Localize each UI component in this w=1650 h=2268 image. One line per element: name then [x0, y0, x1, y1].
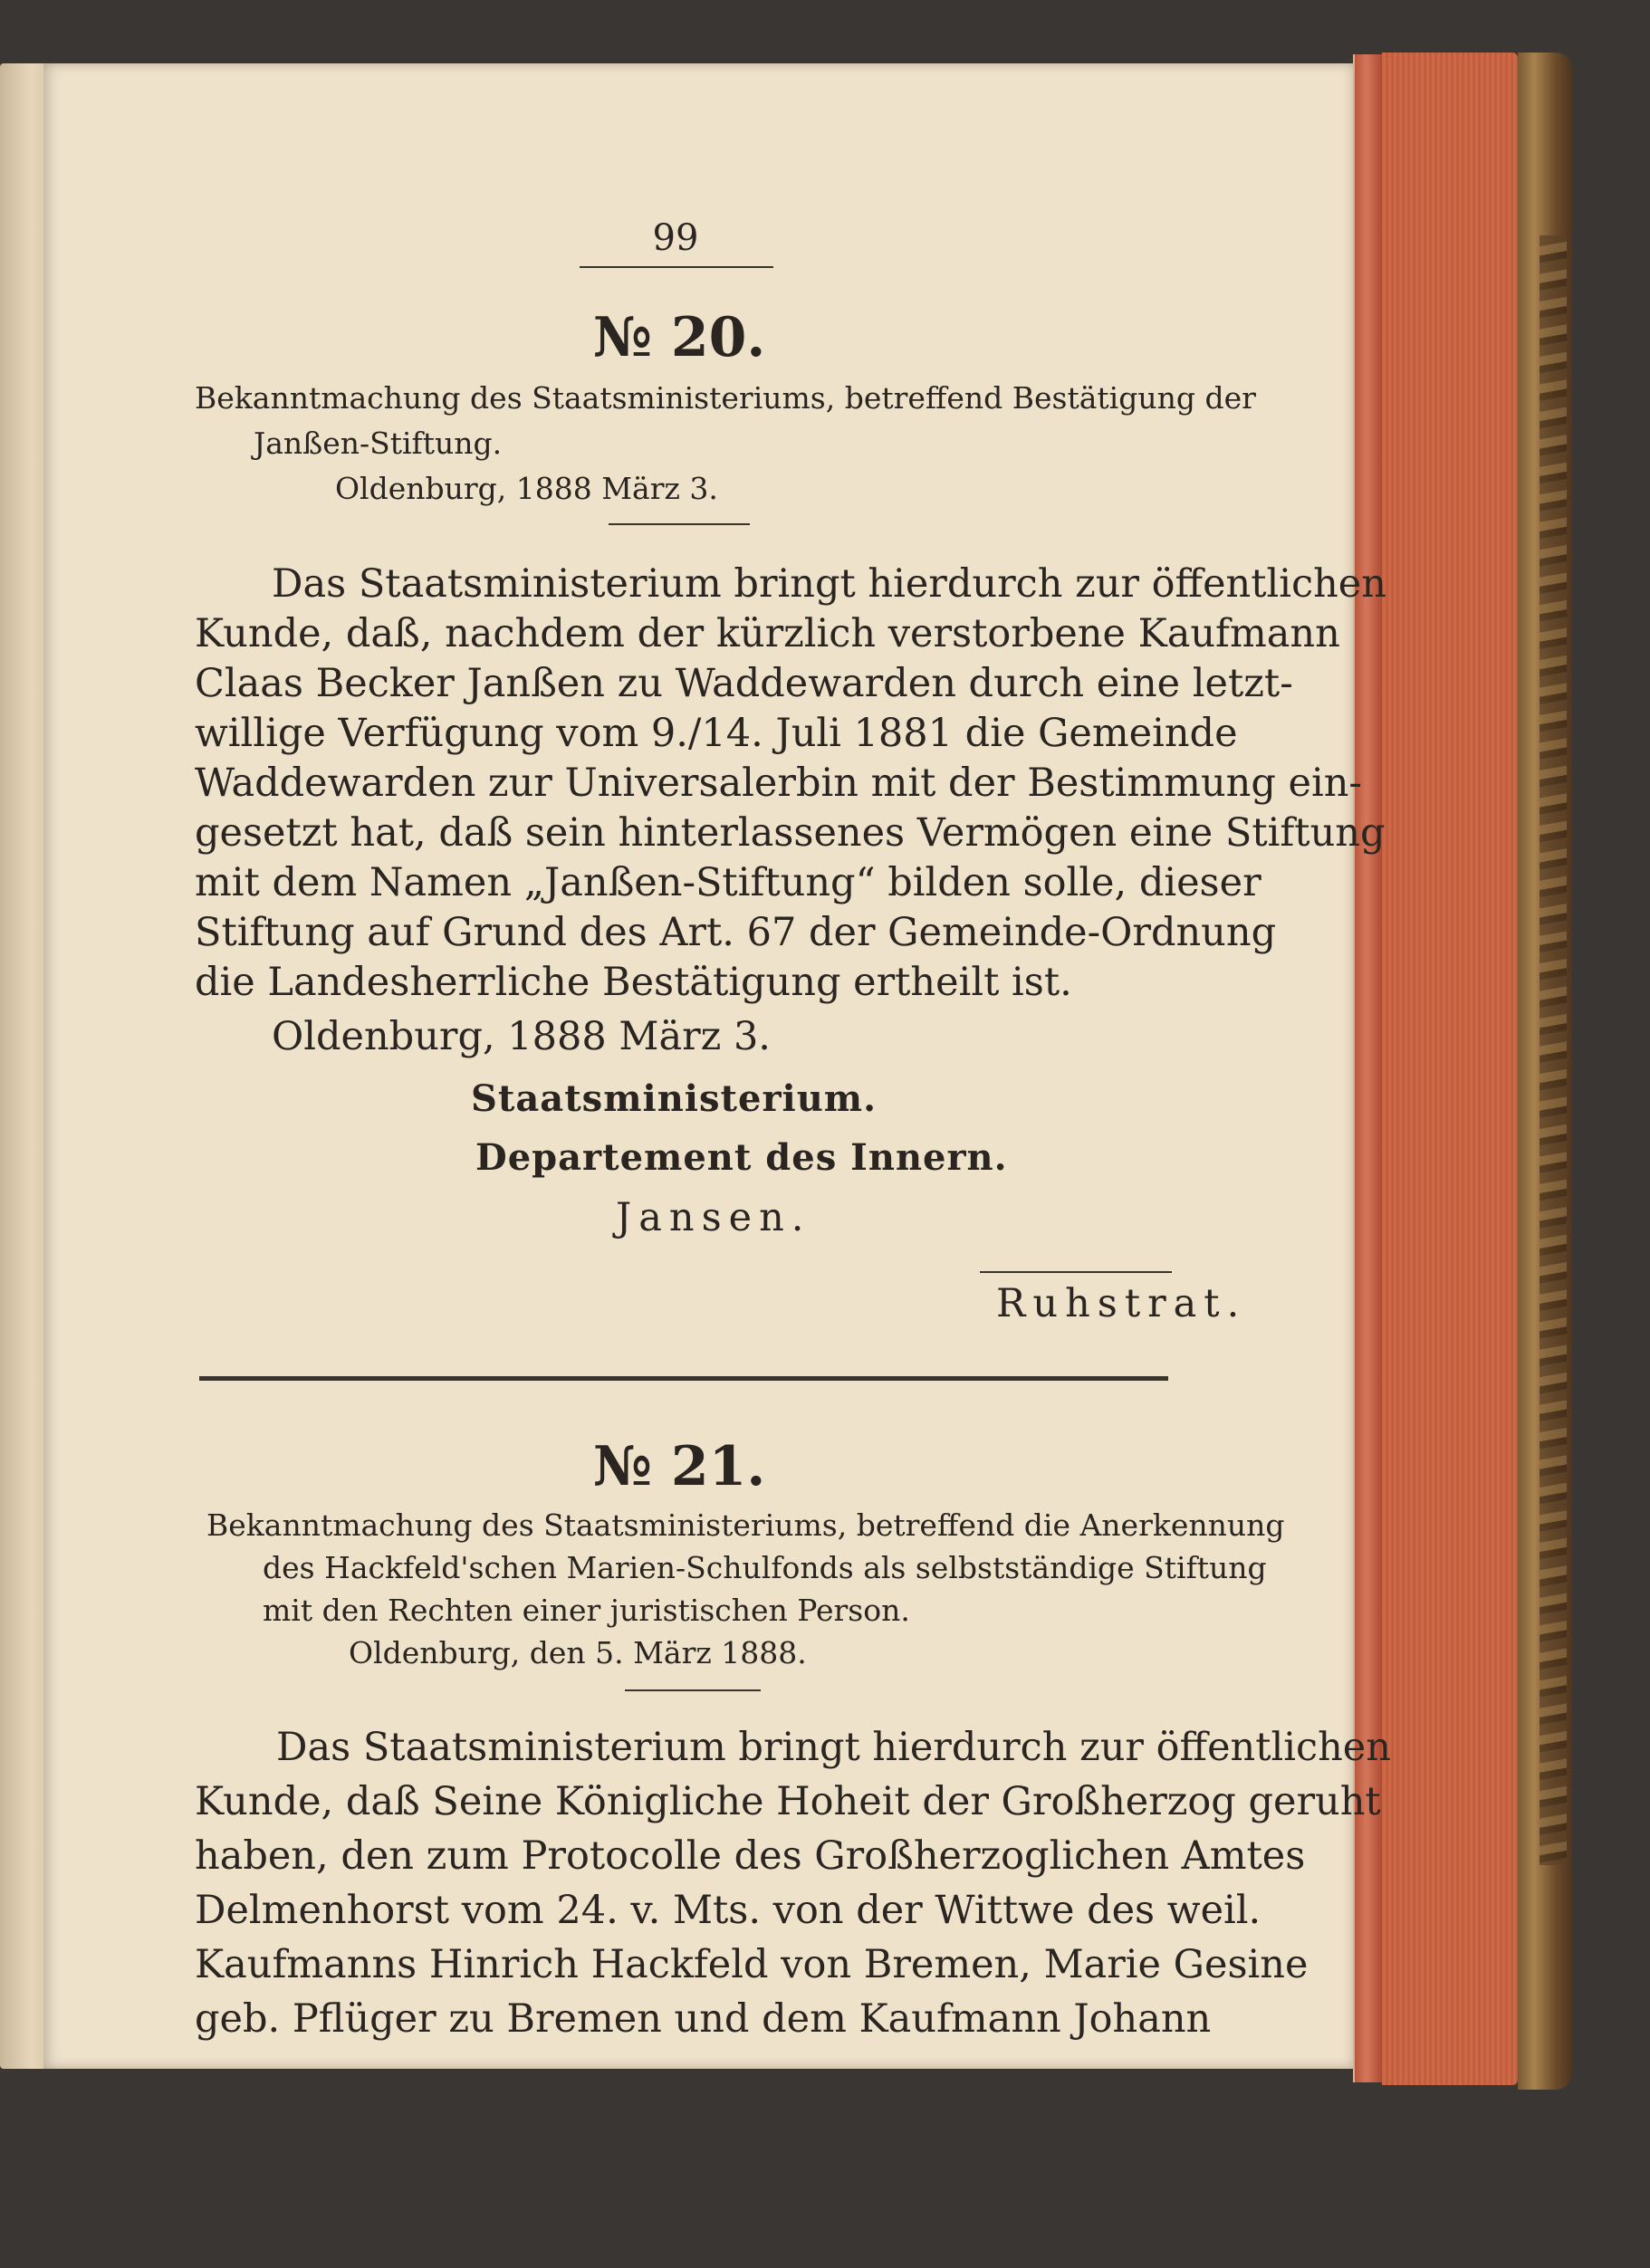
- section-21-title-line: des Hackfeld'schen Marien-Schulfonds als selbstständige Stiftung: [263, 1550, 1267, 1585]
- section-21-title-line: Oldenburg, den 5. März 1888.: [349, 1635, 807, 1670]
- section-20-title-rule: [609, 523, 750, 525]
- section-divider: [199, 1376, 1168, 1381]
- section-21-body-line: geb. Pflüger zu Bremen und dem Kaufmann Johann: [195, 1996, 1212, 2042]
- section-21-body-line: haben, den zum Protocolle des Großherzoglichen Amtes: [195, 1833, 1306, 1879]
- section-20-body-line: mit dem Namen „Janßen-Stiftung“ bilden solle, dieser: [195, 860, 1261, 905]
- section-20-title-line: Bekanntmachung des Staatsministeriums, betreffend Bestätigung der: [195, 380, 1256, 416]
- section-20-authority: Staatsministerium.: [471, 1077, 878, 1120]
- section-20-body-line: willige Verfügung vom 9./14. Juli 1881 die Gemeinde: [195, 711, 1238, 756]
- section-21-title-line: Bekanntmachung des Staatsministeriums, betreffend die Anerkennung: [206, 1507, 1285, 1543]
- countersign-rule: [980, 1271, 1172, 1273]
- section-20-body-line: Kunde, daß, nachdem der kürzlich verstorbene Kaufmann: [195, 611, 1340, 656]
- section-20-title-line: Janßen-Stiftung.: [254, 426, 503, 461]
- section-20-body-line: Das Staatsministerium bringt hierdurch zur öffentlichen: [272, 561, 1386, 607]
- section-20-signatory: Jansen.: [616, 1195, 811, 1240]
- page-number: 99: [652, 217, 699, 259]
- section-20-number: № 20.: [592, 306, 766, 369]
- section-20-body-line: Stiftung auf Grund des Art. 67 der Gemeinde-Ordnung: [195, 910, 1277, 955]
- section-20-department: Departement des Innern.: [475, 1136, 1008, 1179]
- section-20-date: Oldenburg, 1888 März 3.: [272, 1014, 771, 1059]
- section-20-title-line: Oldenburg, 1888 März 3.: [335, 471, 718, 506]
- section-21-body-line: Kunde, daß Seine Königliche Hoheit der Großherzog geruht: [195, 1779, 1381, 1824]
- section-21-title-line: mit den Rechten einer juristischen Person.: [263, 1593, 910, 1628]
- section-20-body-line: Waddewarden zur Universalerbin mit der Bestimmung ein-: [195, 761, 1362, 806]
- section-20-body-line: die Landesherrliche Bestätigung ertheilt ist.: [195, 960, 1072, 1005]
- section-21-body-line: Das Staatsministerium bringt hierdurch zur öffentlichen: [276, 1725, 1391, 1770]
- section-21-title-rule: [625, 1689, 761, 1691]
- section-20-body-line: gesetzt hat, daß sein hinterlassenes Vermögen eine Stiftung: [195, 810, 1386, 856]
- section-21-number: № 21.: [592, 1435, 766, 1498]
- section-21-body-line: Delmenhorst vom 24. v. Mts. von der Wittwe des weil.: [195, 1888, 1261, 1933]
- header-rule: [580, 266, 773, 268]
- section-20-body-line: Claas Becker Janßen zu Waddewarden durch eine letzt-: [195, 661, 1293, 706]
- section-21-body-line: Kaufmanns Hinrich Hackfeld von Bremen, Marie Gesine: [195, 1942, 1309, 1987]
- section-20-countersign: Ruhstrat.: [996, 1281, 1247, 1326]
